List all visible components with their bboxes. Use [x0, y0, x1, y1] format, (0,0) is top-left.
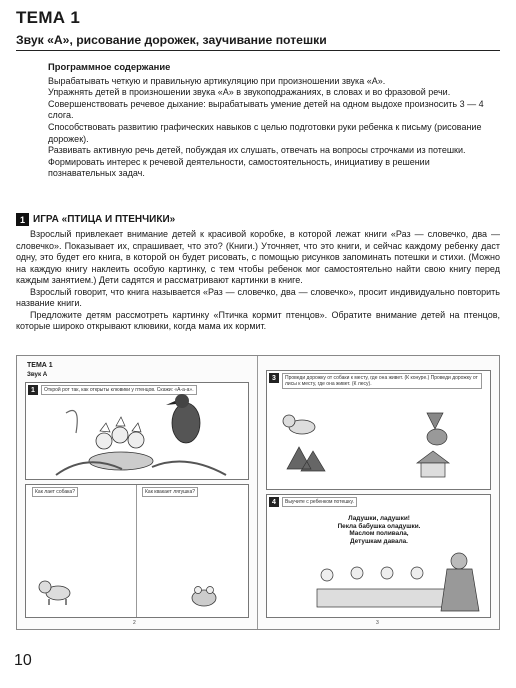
body-paragraph: Взрослый привлекает внимание детей к красивой коробке, в которой лежат книги «Раз — словечко, два — словечко». Показывает их, спрашивает, что это? (Книги.) Уточняет, что это книги, и сейчас каждому ребенку даст одну, это будет его книга, в которой он будет рисовать, с помощью рисунков запоминать потешки и стихи. (Можно на каждую книгу наклеить особую картинку, с тем чтобы ребенок мог самостоятельно найти свою книгу перед каждым занятием.) Дети садятся и рассматривают картинки в книге.: [16, 229, 500, 285]
program-item: Развивать активную речь детей, побуждая их слушать, отвечать на вопросы строчками из потешки.: [48, 145, 466, 156]
frog-question: Как квакает лягушка?: [142, 487, 198, 497]
frog-icon: [186, 583, 222, 609]
dog-fox-house-forest-illustration: [267, 371, 492, 491]
workbook-spread-image: [16, 355, 500, 630]
section-number-badge: 1: [16, 213, 29, 226]
task2-divider: [136, 485, 137, 617]
poem-line: Пекла бабушка оладушки.: [337, 522, 421, 530]
program-item: Вырабатывать четкую и правильную артикуляцию при произношении звука «А».: [48, 75, 386, 86]
program-item: Формировать интерес к речевой деятельности, самостоятельность, инициативу в решении познавательных задач.: [48, 156, 430, 179]
grandmother-and-children-illustration: [267, 495, 492, 619]
title-divider: [16, 50, 500, 51]
program-content: [48, 61, 488, 180]
program-item: Упражнять детей в произношении звука «А» в звукоподражаниях, в словах и во фразовой речи.: [48, 87, 451, 98]
poem-line: Ладушки, ладушки!: [348, 515, 410, 522]
body-paragraph: Предложите детям рассмотреть картинку «Птичка кормит птенцов». Обратите внимание детей на птенцов, которые широко открывают клювики, когда мама их кормит.: [16, 309, 500, 331]
workbook-left-page-number: 2: [133, 620, 136, 626]
body-paragraph: Взрослый говорит, что книга называется «Раз — словечко, два — словечко», просит индивидуально повторить название книги.: [16, 286, 500, 308]
bird-feeding-chicks-illustration: [26, 383, 250, 481]
program-heading: Программное содержание: [48, 61, 171, 72]
task1-caption: Открой рот так, как открыты клювики у птенцов. Скажи: «А-а-а».: [41, 385, 197, 395]
body-text: [16, 229, 500, 333]
program-item: Способствовать развитию графических навыков с целью подготовки руки ребенка к письму (рисование дорожек).: [48, 121, 482, 144]
workbook-topic-subtitle: Звук А: [27, 371, 48, 378]
task1-number: 1: [28, 385, 38, 395]
task4-number: 4: [269, 497, 279, 507]
section-title: ИГРА «ПТИЦА И ПТЕНЧИКИ»: [33, 214, 176, 225]
section-heading: [16, 213, 175, 226]
task3-box: [266, 370, 491, 490]
workbook-left-page: [17, 356, 257, 629]
poem-line: Маслом поливала,: [349, 530, 409, 537]
task3-caption: Проведи дорожку от собаки к месту, где она живет. (К конуре.) Проведи дорожку от лисы к месту, где она живет. (К лесу).: [282, 373, 482, 389]
dog-icon: [36, 577, 76, 607]
dog-question: Как лает собака?: [32, 487, 78, 497]
workbook-right-page: [258, 356, 499, 629]
workbook-right-page-number: 3: [376, 620, 379, 626]
task2-box: [25, 484, 249, 618]
topic-subtitle: Звук «А», рисование дорожек, заучивание потешки: [16, 33, 327, 47]
task1-box: [25, 382, 249, 480]
workbook-topic-title: ТЕМА 1: [27, 362, 53, 369]
program-item: Совершенствовать речевое дыхание: вырабатывать умение детей на одном выдохе произносить 3 — 4 слога.: [48, 98, 484, 121]
task3-number: 3: [269, 373, 279, 383]
task4-box: [266, 494, 491, 618]
page-number: 10: [14, 652, 32, 669]
topic-title: ТЕМА 1: [16, 8, 81, 27]
task4-caption: Выучите с ребенком потешку.: [282, 497, 357, 507]
poem-line: Детушкам давала.: [350, 537, 408, 545]
